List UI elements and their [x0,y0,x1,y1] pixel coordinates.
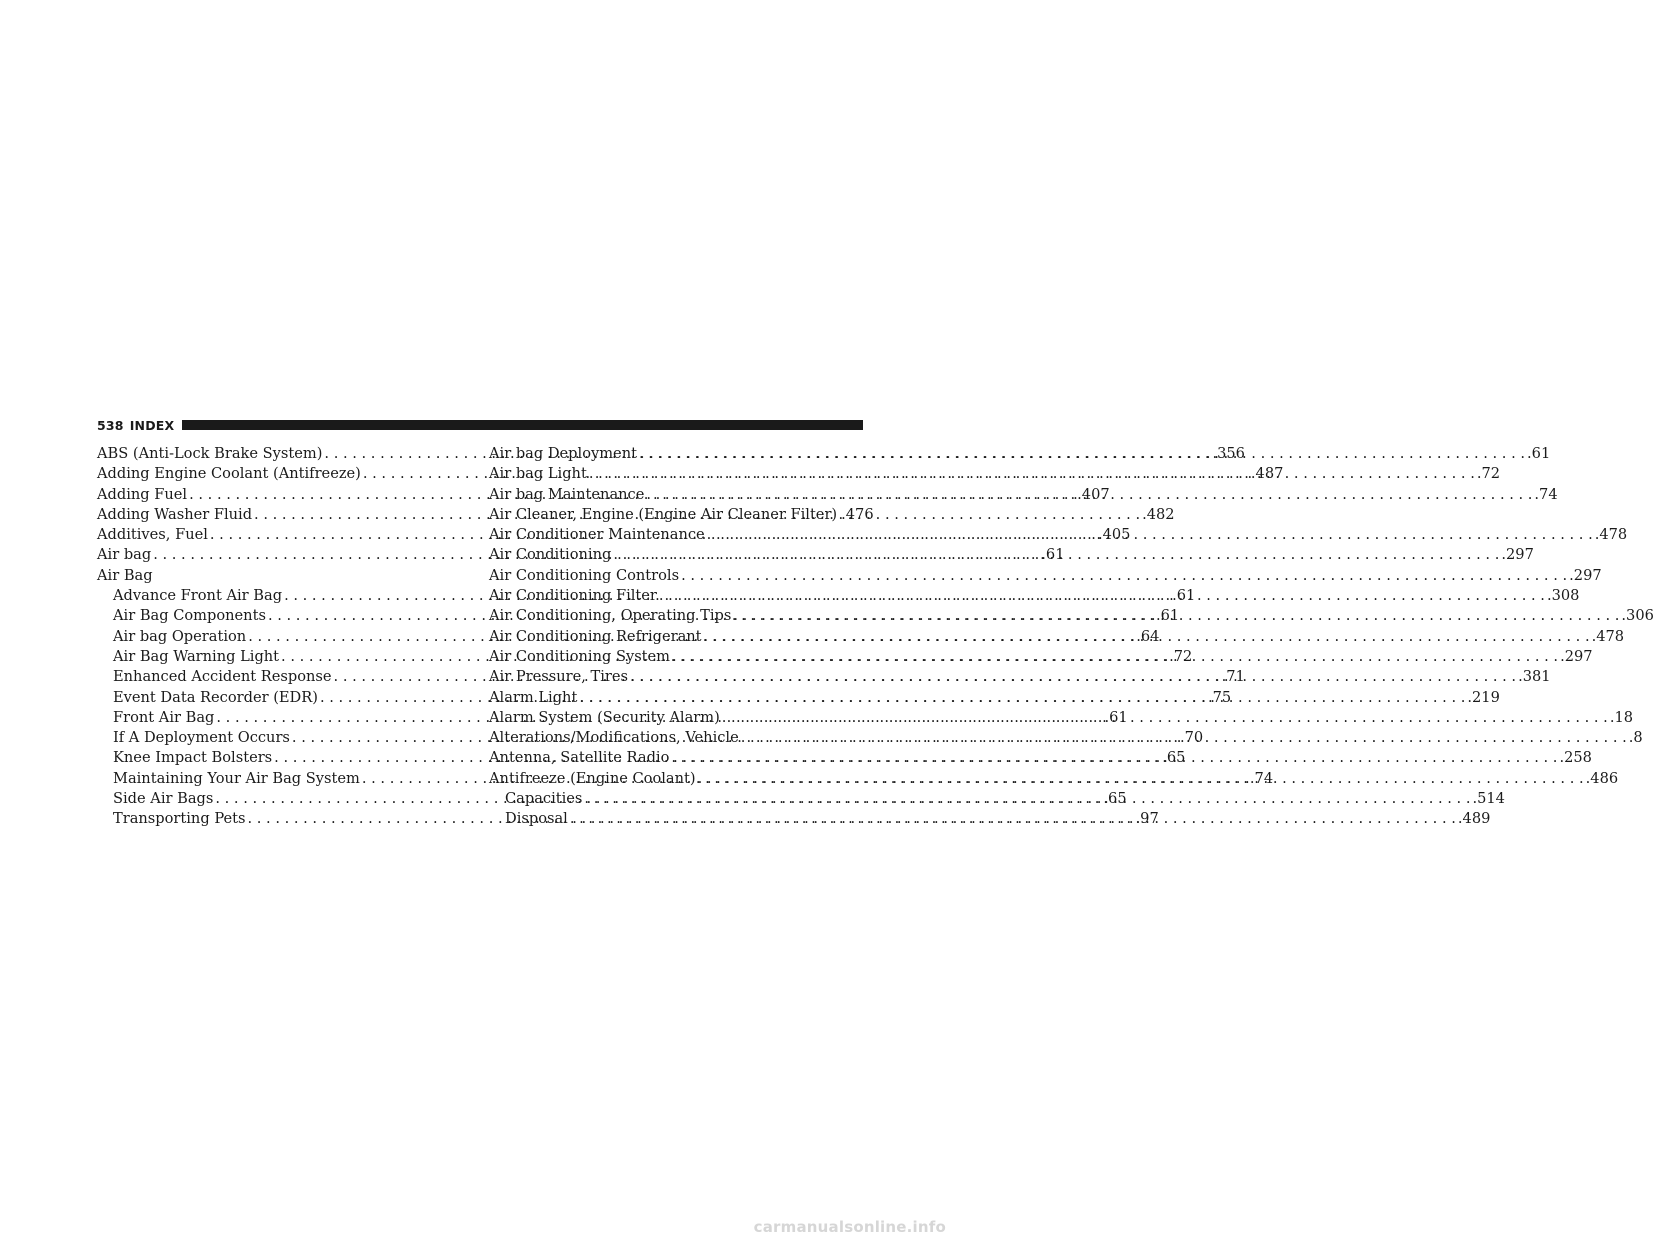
index-term: Antenna, Satellite Radio [489,749,670,767]
watermark: carmanualsonline.info [753,1218,946,1236]
index-term: Air Pressure, Tires [489,668,629,686]
index-term: Adding Engine Coolant (Antifreeze) [97,465,361,483]
index-page-ref: .297 [1569,566,1602,584]
index-page-ref: .64 [1136,627,1160,645]
index-term: Air Conditioning Refrigerant [489,627,702,645]
index-term: Alarm Light [489,688,578,706]
index-term: Air bag Deployment [489,445,637,462]
index-page-ref: .297 [1501,546,1534,564]
page-header [97,417,863,433]
index-term: Air Bag Warning Light [113,647,280,665]
index-page-ref: .61 [1172,587,1196,605]
index-page-ref: .71 [1221,668,1245,686]
dot-leader [646,485,1532,505]
dot-leader [704,627,1590,647]
index-page-ref: .306 [1621,607,1654,625]
dot-leader [589,464,1475,484]
index-page-ref: .74 [1249,769,1274,787]
dot-leader [639,444,1525,464]
dot-leader [630,667,1516,687]
dot-leader [579,688,1465,708]
dot-leader [584,789,1470,809]
dot-leader [722,708,1608,728]
dot-leader [707,525,1593,545]
index-page-ref: .487 [1250,465,1284,483]
dot-leader [659,586,1545,606]
index-term: Air Conditioning System [489,647,671,665]
index-page-ref: .18 [1609,708,1634,726]
index-page-ref: .405 [1097,526,1131,544]
index-term: Transporting Pets [113,810,246,828]
index-term: Front Air Bag [113,708,215,726]
index-page-ref: .70 [1179,729,1204,747]
index-page-ref: .482 [1142,505,1175,523]
dot-leader [671,748,1557,768]
section-title: INDEX [129,417,175,433]
index-term: Air Conditioning [489,546,612,564]
index-term: Adding Washer Fluid [97,505,253,523]
index-entry [489,505,874,525]
dot-leader [681,566,1567,586]
index-page-ref: .72 [1476,465,1501,483]
index-page-ref: .297 [1560,647,1593,665]
index-term: Air Conditioning, Operating Tips [489,607,732,625]
index-page-ref: .61 [1104,708,1128,726]
index-term: Air Conditioner Maintenance [489,526,705,544]
index-page-ref: .97 [1135,810,1159,828]
header-rule [182,420,863,430]
index-page-ref: .65 [1162,749,1186,767]
index-term: If A Deployment Occurs [113,729,290,747]
index-term: Air bag [97,546,152,564]
index-page-ref: .308 [1546,587,1580,605]
index-page-ref: .489 [1457,810,1491,828]
index-entry [97,566,445,586]
index-term: Event Data Recorder (EDR) [113,688,318,706]
index-term: Enhanced Accident Response [113,668,332,686]
dot-leader [570,809,1456,829]
index-page-ref: .258 [1559,749,1592,767]
index-page-ref: .381 [1518,668,1551,686]
index-page-ref: .407 [1077,485,1110,503]
index-page-ref: .61 [1155,607,1180,625]
index-page-ref: .219 [1467,688,1500,706]
index-page-ref: .476 [841,505,874,523]
index-term: Air bag Light [489,465,587,483]
index-entry [489,566,1602,586]
index-term: Advance Front Air Bag [113,587,283,605]
index-term: Air Conditioning Filter [489,587,657,605]
index-term: Alterations/Modifications, Vehicle [489,729,739,747]
index-term: Alarm System (Security Alarm) [489,708,720,726]
index-term: Additives, Fuel [97,526,208,544]
dot-leader [672,647,1558,667]
index-term: Knee Impact Bolsters [113,749,273,767]
dot-leader [741,728,1627,748]
index-term: Capacities [505,790,583,808]
dot-leader [698,769,1584,789]
index-page-ref: .74 [1534,485,1558,503]
index-page-ref: .61 [1041,546,1065,564]
index-page-ref: .75 [1207,688,1232,706]
index-term: Adding Fuel [97,485,188,503]
index-term: Side Air Bags [113,790,214,808]
index-term: Air Cleaner, Engine (Engine Air Cleaner Filter) [489,505,838,523]
index-term: Maintaining Your Air Bag System [113,769,360,787]
page-number: 538 [97,417,124,433]
index-term: Air bag Maintenance [489,485,645,503]
dot-leader [613,545,1499,565]
index-page-ref: .65 [1103,790,1127,808]
index-term: ABS (Anti-Lock Brake System) [97,445,323,462]
index-page-ref: .356 [1212,445,1245,462]
index-term: Air Bag [97,566,153,584]
index-page-ref: .72 [1169,647,1193,665]
index-page-ref: .8 [1628,729,1643,747]
index-page-ref: .514 [1472,790,1505,808]
dot-leader [733,606,1619,626]
index-term: Disposal [505,810,568,828]
index-page-ref: .486 [1585,769,1619,787]
index-page-ref: .478 [1594,526,1628,544]
index-page-ref: .478 [1591,627,1625,645]
index-term: Air Bag Components [113,607,266,625]
index-page-ref: .61 [1527,445,1551,462]
index-term: Air Conditioning Controls [489,566,680,584]
index-term: Air bag Operation [113,627,247,645]
index-term: Antifreeze (Engine Coolant) [489,769,696,787]
